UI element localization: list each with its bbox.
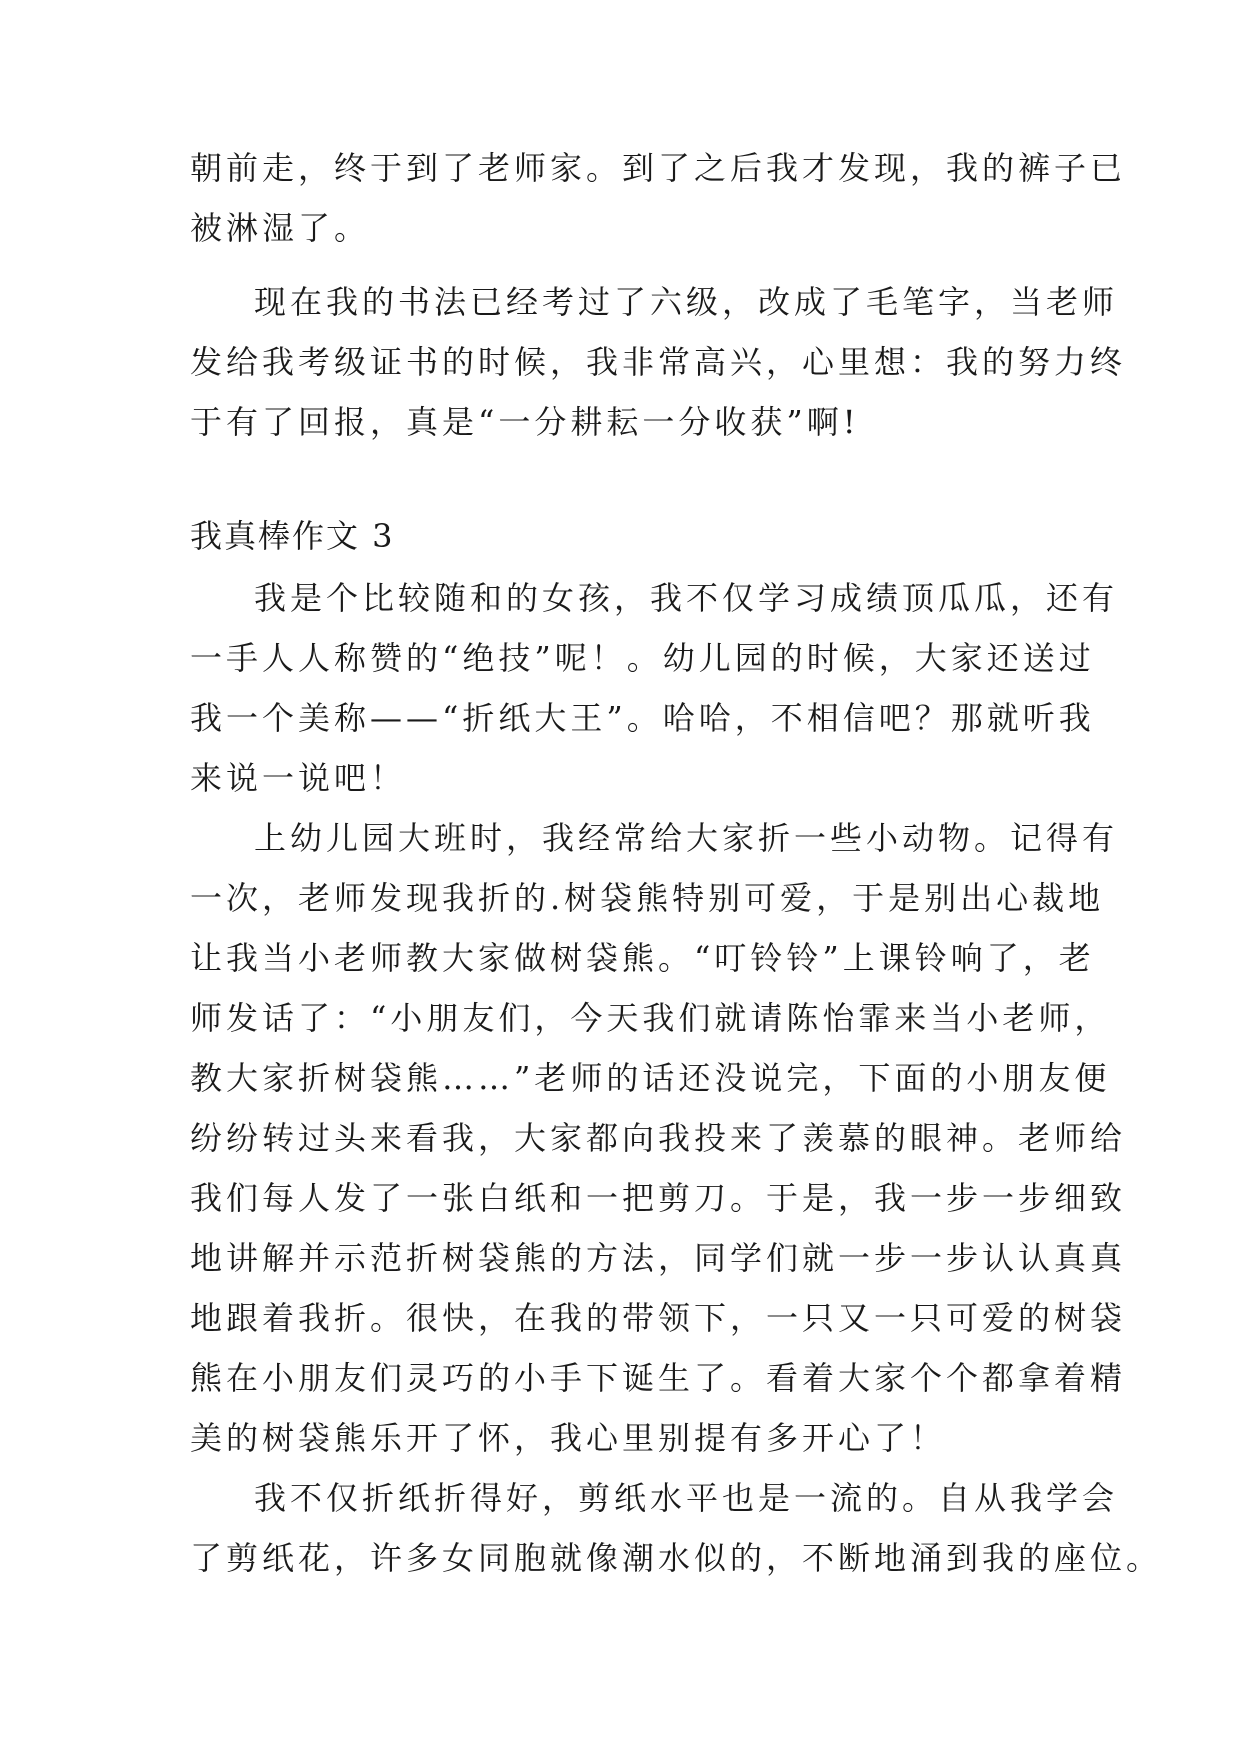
text-line: 朝前走，终于到了老师家。到了之后我才发现，我的裤子已 (190, 149, 1127, 187)
text-line: 我一个美称——“折纸大王”。哈哈，不相信吧？那就听我 (190, 699, 1095, 737)
text-line: 纷纷转过头来看我，大家都向我投来了羡慕的眼神。老师给 (190, 1119, 1127, 1157)
text-line: 一次，老师发现我折的.树袋熊特别可爱，于是别出心裁地 (190, 879, 1105, 917)
text-line: 师发话了：“小朋友们，今天我们就请陈怡霏来当小老师， (190, 999, 1111, 1037)
paragraph-start: 我不仅折纸折得好，剪纸水平也是一流的。自从我学会 (254, 1479, 1119, 1517)
text-line: 地跟着我折。很快，在我的带领下，一只又一只可爱的树袋 (190, 1299, 1127, 1337)
paragraph-start: 现在我的书法已经考过了六级，改成了毛笔字，当老师 (254, 283, 1119, 321)
text-line: 来说一说吧！ (190, 759, 407, 797)
text-line: 让我当小老师教大家做树袋熊。“叮铃铃”上课铃响了，老 (190, 939, 1095, 977)
paragraph-start: 上幼儿园大班时，我经常给大家折一些小动物。记得有 (254, 819, 1119, 857)
text-line: 一手人人称赞的“绝技”呢！。幼儿园的时候，大家还送过 (190, 639, 1095, 677)
text-line: 熊在小朋友们灵巧的小手下诞生了。看着大家个个都拿着精 (190, 1359, 1127, 1397)
section-heading: 我真棒作文 3 (190, 517, 395, 555)
text-line: 教大家折树袋熊……”老师的话还没说完，下面的小朋友便 (190, 1059, 1111, 1097)
paragraph-start: 我是个比较随和的女孩，我不仅学习成绩顶瓜瓜，还有 (254, 579, 1119, 617)
text-line: 发给我考级证书的时候，我非常高兴，心里想：我的努力终 (190, 343, 1127, 381)
text-line: 地讲解并示范折树袋熊的方法，同学们就一步一步认认真真 (190, 1239, 1127, 1277)
text-line: 美的树袋熊乐开了怀，我心里别提有多开心了！ (190, 1419, 947, 1457)
text-line: 被淋湿了。 (190, 209, 371, 247)
text-line: 了剪纸花，许多女同胞就像潮水似的，不断地涌到我的座位。 (190, 1539, 1163, 1577)
text-line: 于有了回报，真是“一分耕耘一分收获”啊! (190, 403, 860, 441)
text-line: 我们每人发了一张白纸和一把剪刀。于是，我一步一步细致 (190, 1179, 1127, 1217)
